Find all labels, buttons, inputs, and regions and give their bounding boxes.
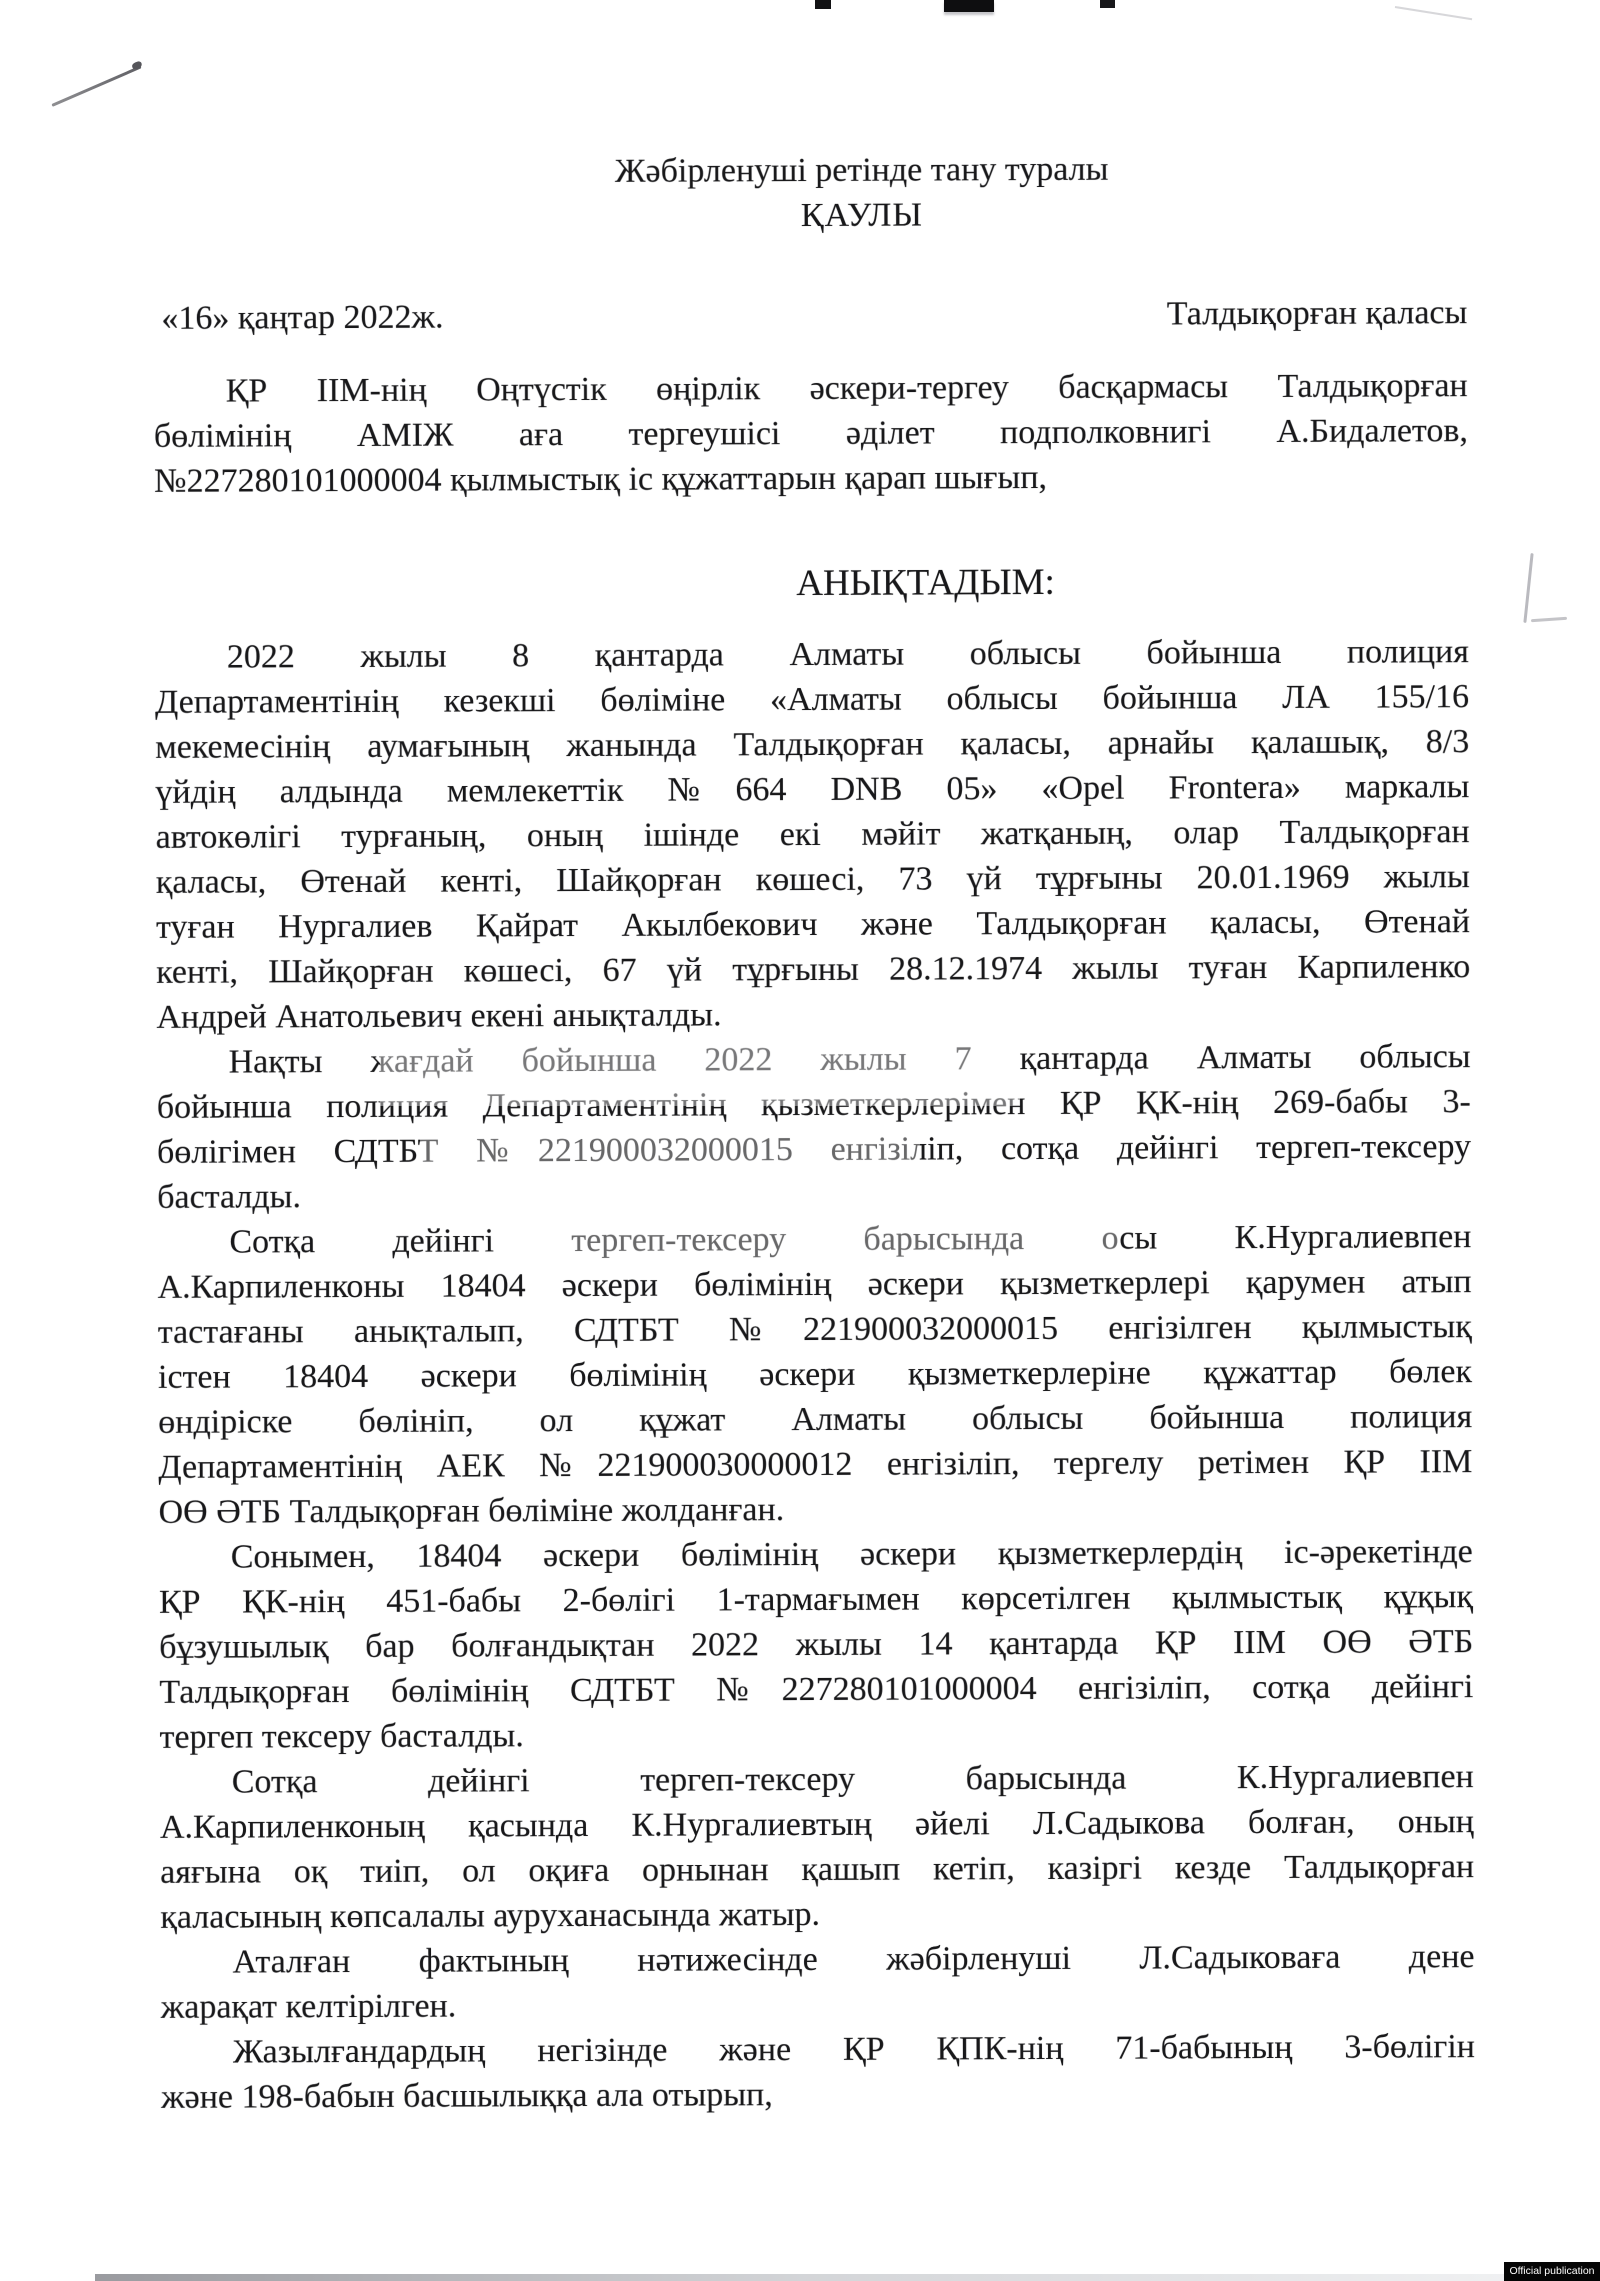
page-title: Жәбірленуші ретінде тану туралы	[614, 150, 1109, 190]
paragraph-line: бұзушылық бар болғандықтан 2022 жылы 14 қантарда ҚР ІІМ ОӨ ӘТБ	[159, 1623, 1474, 1666]
paragraph-line: №227280101000004 қылмыстық іс құжаттарын қарап шығып,	[154, 458, 1048, 500]
paragraph-line: автокөлігі турғаның, оның ішінде екі мәйіт жатқаның, олар Талдықорған	[155, 813, 1470, 856]
paragraph-line: 2022 жылы 8 қантарда Алматы облысы бойынша полиция	[226, 633, 1469, 676]
document-city: Талдықорған қаласы	[1166, 294, 1468, 333]
paragraph-line: кенті, Шайқорған көшесі, 67 үй тұрғыны 28.12.1974 жылы туған Карпиленко	[156, 948, 1471, 991]
paragraph-line: қаласы, Өтенай кенті, Шайқорған көшесі, 73 үй тұрғыны 20.01.1969 жылы	[155, 858, 1470, 901]
document-body	[152, 0, 1475, 2120]
paragraph-line: туған Нургалиев Қайрат Акылбекович және Талдықорған қаласы, Өтенай	[155, 903, 1471, 946]
paragraph-findings-5	[160, 1754, 1475, 1940]
paragraph-line: Нақты жағдай бойынша 2022 жылы 7 қантарда Алматы облысы	[228, 1038, 1471, 1081]
scan-bottom-edge	[95, 2274, 1505, 2281]
document-type-heading: ҚАУЛЫ	[800, 196, 924, 235]
paragraph-line: бойынша полиция Департаментінің қызметкерлерімен ҚР ҚК-нің 269-бабы 3-	[156, 1083, 1471, 1126]
section-heading: АНЫҚТАДЫМ:	[796, 561, 1055, 605]
paragraph-line: Андрей Анатольевич екені анықталды.	[156, 996, 722, 1036]
paragraph-line: өндіріске бөлініп, ол құжат Алматы облысы бойынша полиция	[158, 1398, 1473, 1441]
paragraph-line: Жазылғандардың негізінде және ҚР ҚПК-нің 71-бабының 3-бөлігін	[232, 2028, 1476, 2071]
date-city-row	[153, 290, 1467, 341]
paragraph-findings-4	[159, 1529, 1474, 1760]
paragraph-findings-2	[157, 1034, 1472, 1220]
paragraph-line: Сотқа дейінгі тергеп-тексеру барысында осы К.Нургалиевпен	[229, 1218, 1472, 1261]
paragraph-line: Аталған фактының нәтижесінде жәбірленуші Л.Садыковаға дене	[232, 1938, 1475, 1981]
paragraph-line: Талдықорған бөлімінің СДТБТ №227280101000004 енгізіліп, сотқа дейінгі	[159, 1668, 1474, 1711]
paragraph-line: ҚР ІІМ-нің Оңтүстік өңірлік әскери-тергеу басқармасы Талдықорған	[225, 367, 1468, 410]
paragraph-line: басталды.	[157, 1178, 302, 1216]
paragraph-line: жарақат келтірілген.	[160, 1987, 457, 2026]
pen-stroke-mark	[131, 61, 143, 71]
paragraph-line: бөлімінің АМІЖ аға тергеушісі әділет подполковнигі А.Бидалетов,	[153, 412, 1468, 455]
handwritten-mark	[1531, 617, 1567, 623]
paragraph-closing	[161, 2024, 1475, 2120]
paragraph-findings-1	[155, 629, 1471, 1040]
paragraph-line: ҚР ҚК-нің 451-бабы 2-бөлігі 1-тармағымен көрсетілген қылмыстық құқық	[158, 1578, 1474, 1621]
paragraph-line: Департаментінің АЕК №221900030000012 енгізіліп, тергелу ретімен ҚР ІІМ	[158, 1443, 1473, 1486]
paragraph-findings-3	[157, 1214, 1472, 1535]
document-date: «16» қаңтар 2022ж.	[161, 298, 444, 337]
paragraph-line: Сонымен, 18404 әскери бөлімінің әскери қызметкерлердің іс-әрекетінде	[230, 1533, 1473, 1576]
pen-stroke-mark	[51, 65, 141, 106]
paragraph-line: аяғына оқ тиіп, ол оқиға орнынан қашып кетіп, казіргі кезде Талдықорған	[160, 1848, 1475, 1891]
paragraph-line: А.Карпиленконы 18404 әскери бөлімінің әскери қызметкерлері қарумен атып	[157, 1263, 1472, 1306]
paragraph-line: А.Карпиленконың қасында К.Нургалиевтың әйелі Л.Садыкова болған, оның	[159, 1803, 1475, 1846]
paragraph-line: мекемесінің аумағының жанында Талдықорған қаласы, арнайы қалашық, 8/3	[155, 723, 1470, 766]
paragraph-findings-6	[160, 1934, 1474, 2030]
paragraph-line: тергеп тексеру басталды.	[159, 1717, 524, 1756]
paragraph-line: бөлігімен СДТБТ №221900032000015 енгізіліп, сотқа дейінгі тергеп-тексеру	[156, 1128, 1472, 1171]
paragraph-preamble	[154, 363, 1469, 504]
official-publication-badge: Official publication	[1504, 2262, 1600, 2281]
paragraph-line: Департаментінің кезекші бөліміне «Алматы облысы бойынша ЛА 155/16	[154, 678, 1470, 721]
paragraph-line: ОӨ ӘТБ Талдықорған бөліміне жолданған.	[158, 1491, 785, 1531]
paragraph-line: үйдің алдында мемлекеттік №664 DNB 05» «Opel Frontera» маркалы	[155, 768, 1470, 811]
paragraph-line: қаласының көпсалалы ауруханасында жатыр.	[160, 1895, 821, 1936]
paragraph-line: істен 18404 әскери бөлімінің әскери қызметкерлеріне құжаттар бөлек	[157, 1353, 1473, 1396]
paragraph-line: тастағаны анықталып, СДТБТ №221900032000015 енгізілген қылмыстық	[157, 1308, 1472, 1351]
paragraph-line: және 198-бабын басшылыққа ала отырып,	[161, 2076, 773, 2116]
paragraph-line: Сотқа дейінгі тергеп-тексеру барысында К.Нургалиевпен	[231, 1758, 1474, 1801]
